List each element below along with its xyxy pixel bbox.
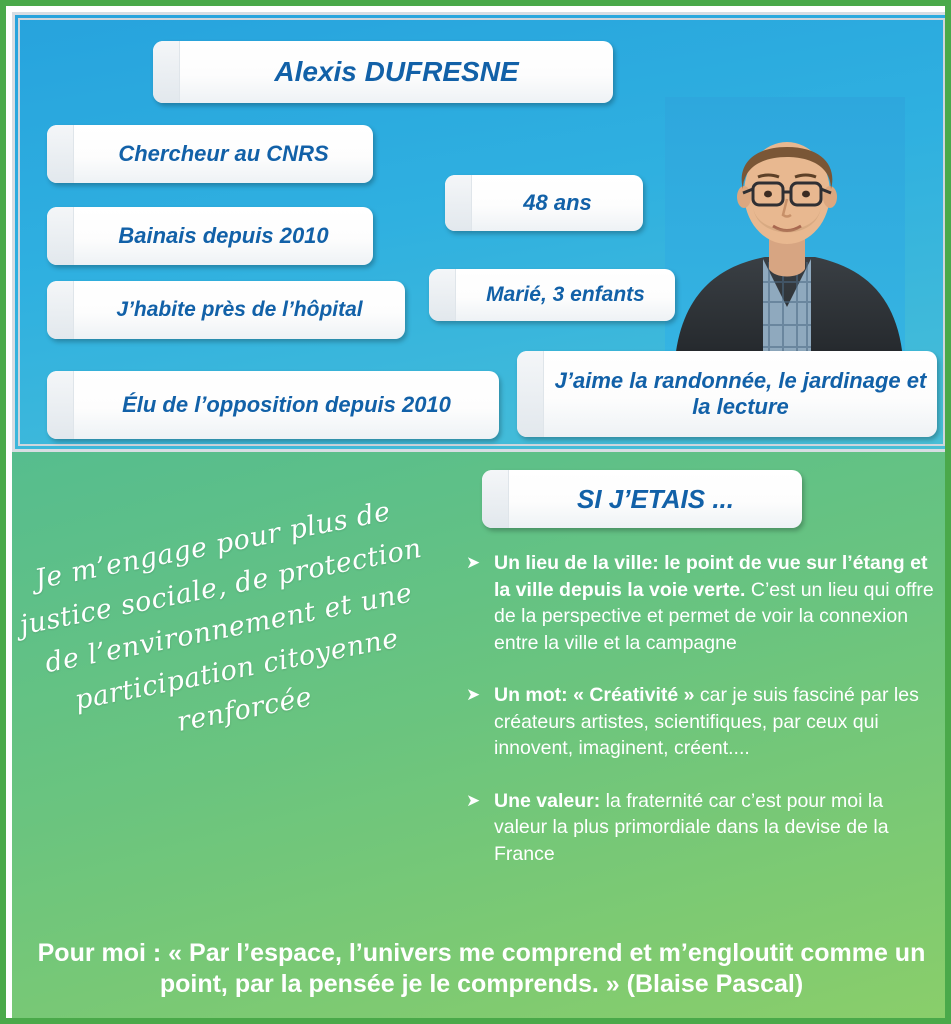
list-item-bold-rest: le point de vue sur l’étang et la ville depuis la voie verte. bbox=[494, 552, 928, 601]
bubble-hobby bbox=[517, 351, 937, 437]
list-item bbox=[464, 788, 936, 868]
list-item-rest: C’est un lieu qui offre de la perspective et permet de voir la connexion entre la ville et la campagne bbox=[494, 578, 934, 654]
bubble-tab bbox=[47, 125, 74, 183]
list-item bbox=[464, 550, 936, 656]
arrow-bullet-icon: ➤ bbox=[466, 685, 481, 705]
list-item-rest: car je suis fasciné par les créateurs artistes, scientifiques, par ceux qui innovent, imaginent, créent.... bbox=[494, 684, 919, 760]
arrow-bullet-icon: ➤ bbox=[466, 553, 481, 572]
portrait-photo bbox=[665, 97, 905, 359]
bubble-tab bbox=[47, 371, 74, 439]
bubble-tab bbox=[445, 175, 472, 231]
bubble-section-title bbox=[482, 470, 802, 528]
section-title-text: SI J’ETAIS ... bbox=[576, 483, 734, 514]
handwritten-quote: Je m’engage pour plus de justice sociale, de protection de l’environnement et une participation citoyenne renforcée bbox=[17, 496, 425, 739]
bubble-name bbox=[153, 41, 613, 103]
bubble-tab bbox=[153, 41, 180, 103]
name-text: Alexis DUFRESNE bbox=[274, 56, 519, 88]
bubble-job bbox=[47, 125, 373, 183]
bubble-age bbox=[445, 175, 643, 231]
profile-panel bbox=[12, 12, 951, 452]
bubble-resident-since bbox=[47, 207, 373, 265]
footer-quote: Pour moi : « Par l’espace, l’univers me comprend et m’engloutit comme un point, par la pensée je le comprends. » (Blaise Pascal) bbox=[37, 938, 926, 998]
bubble-family bbox=[429, 269, 675, 321]
bubble-elected bbox=[47, 371, 499, 439]
bubble-tab bbox=[47, 281, 74, 339]
list-item-lead: Une valeur: bbox=[494, 789, 601, 812]
bubble-tab bbox=[482, 470, 509, 528]
family-text: Marié, 3 enfants bbox=[486, 282, 645, 306]
resident-since-text: Bainais depuis 2010 bbox=[118, 223, 329, 249]
bubble-home bbox=[47, 281, 405, 339]
list-item-rest: la fraternité car c’est pour moi la valeur la plus primordiale dans la devise de la France bbox=[494, 789, 889, 865]
list-item bbox=[464, 682, 936, 762]
arrow-bullet-icon: ➤ bbox=[466, 790, 481, 810]
hobby-text: J’aime la randonnée, le jardinage et la lecture bbox=[554, 368, 927, 419]
bubble-tab bbox=[47, 207, 74, 265]
job-text: Chercheur au CNRS bbox=[118, 141, 329, 167]
elected-text: Élu de l’opposition depuis 2010 bbox=[122, 392, 451, 418]
si-jetais-list bbox=[464, 550, 936, 893]
home-text: J’habite près de l’hôpital bbox=[116, 297, 363, 321]
list-item-lead: Un lieu de la ville: bbox=[494, 552, 659, 574]
bubble-tab bbox=[429, 269, 456, 321]
age-text: 48 ans bbox=[523, 190, 592, 216]
list-item-lead: Un mot: « Créativité » bbox=[494, 684, 695, 707]
bubble-tab bbox=[517, 351, 544, 437]
